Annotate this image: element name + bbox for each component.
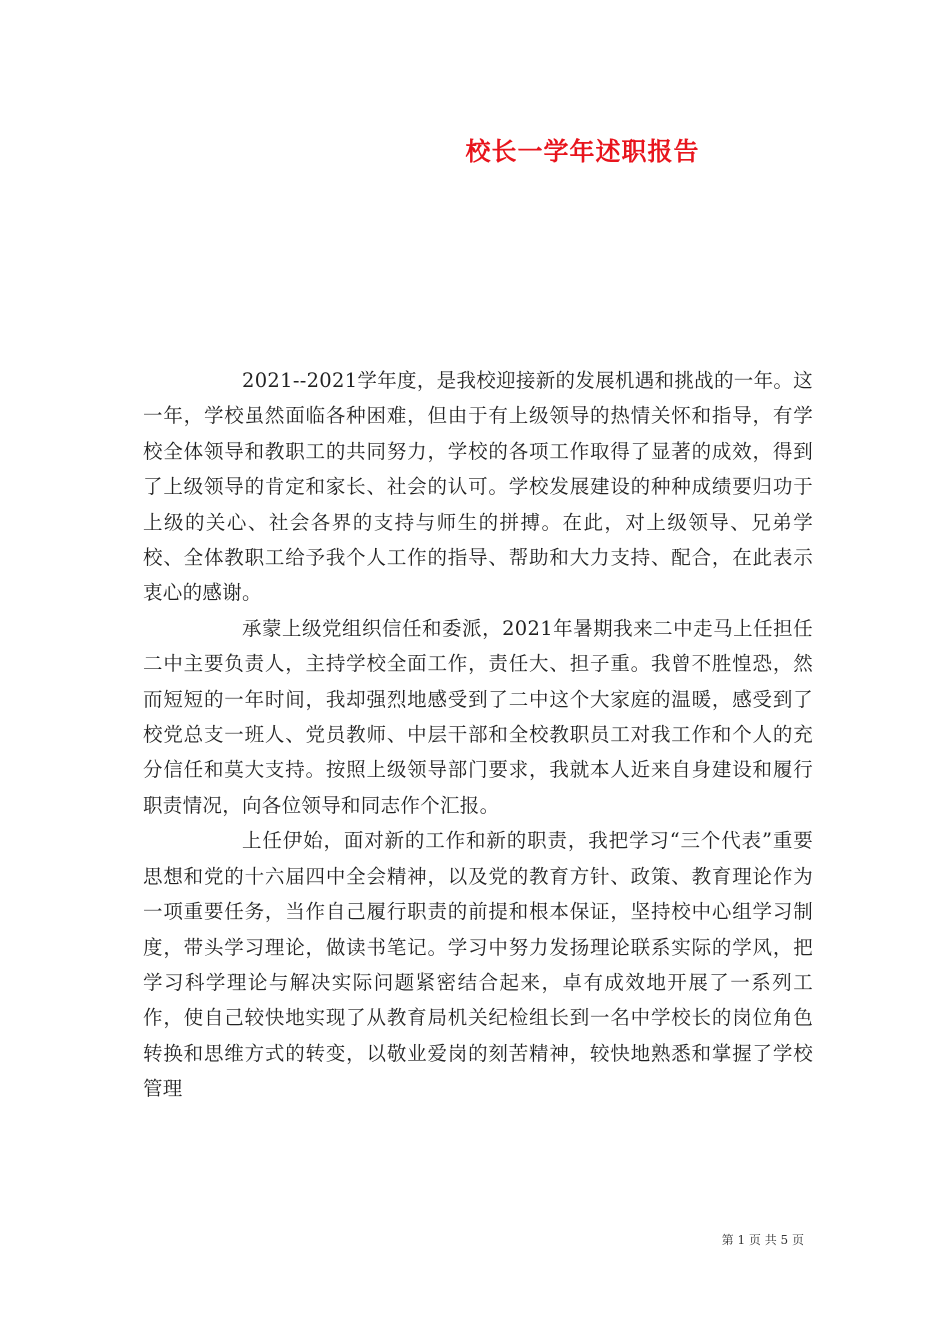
page-number-footer: 第 1 页 共 5 页 bbox=[721, 1233, 804, 1247]
paragraph-3: 上任伊始，面对新的工作和新的职责，我把学习“三个代表”重要思想和党的十六届四中全会精神，以及党的教育方针、政策、教育理论作为一项重要任务，当作自己履行职责的前提和根本保证，坚持校中心组学习制度，带头学习理论，做读书笔记。学习中努力发扬理论联系实际的学风，把学习科学理论与解决实际问题紧密结合起来，卓有成效地开展了一系列工作，使自己较快地实现了从教育局机关纪检组长到一名中学校长的岗位角色转换和思维方式的转变，以敬业爱岗的刻苦精神，较快地熟悉和掌握了学校管理 bbox=[143, 829, 813, 1101]
paragraph-1: 2021--2021学年度，是我校迎接新的发展机遇和挑战的一年。这一年，学校虽然面临各种困难，但由于有上级领导的热情关怀和指导，有学校全体领导和教职工的共同努力，学校的各项工作取得了显著的成效，得到了上级领导的肯定和家长、社会的认可。学校发展建设的种种成绩要归功于上级的关心、社会各界的支持与师生的拼搏。在此，对上级领导、兄弟学校、全体教职工给予我个人工作的指导、帮助和大力支持、配合，在此表示衷心的感谢。 bbox=[143, 369, 813, 605]
document-body bbox=[143, 363, 813, 1107]
document-title: 校长一学年述职报告 bbox=[465, 137, 700, 166]
paragraph-2: 承蒙上级党组织信任和委派，2021年暑期我来二中走马上任担任二中主要负责人，主持学校全面工作，责任大、担子重。我曾不胜惶恐，然而短短的一年时间，我却强烈地感受到了二中这个大家庭的温暖，感受到了校党总支一班人、党员教师、中层干部和全校教职员工对我工作和个人的充分信任和莫大支持。按照上级领导部门要求，我就本人近来自身建设和履行职责情况，向各位领导和同志作个汇报。 bbox=[143, 616, 813, 817]
